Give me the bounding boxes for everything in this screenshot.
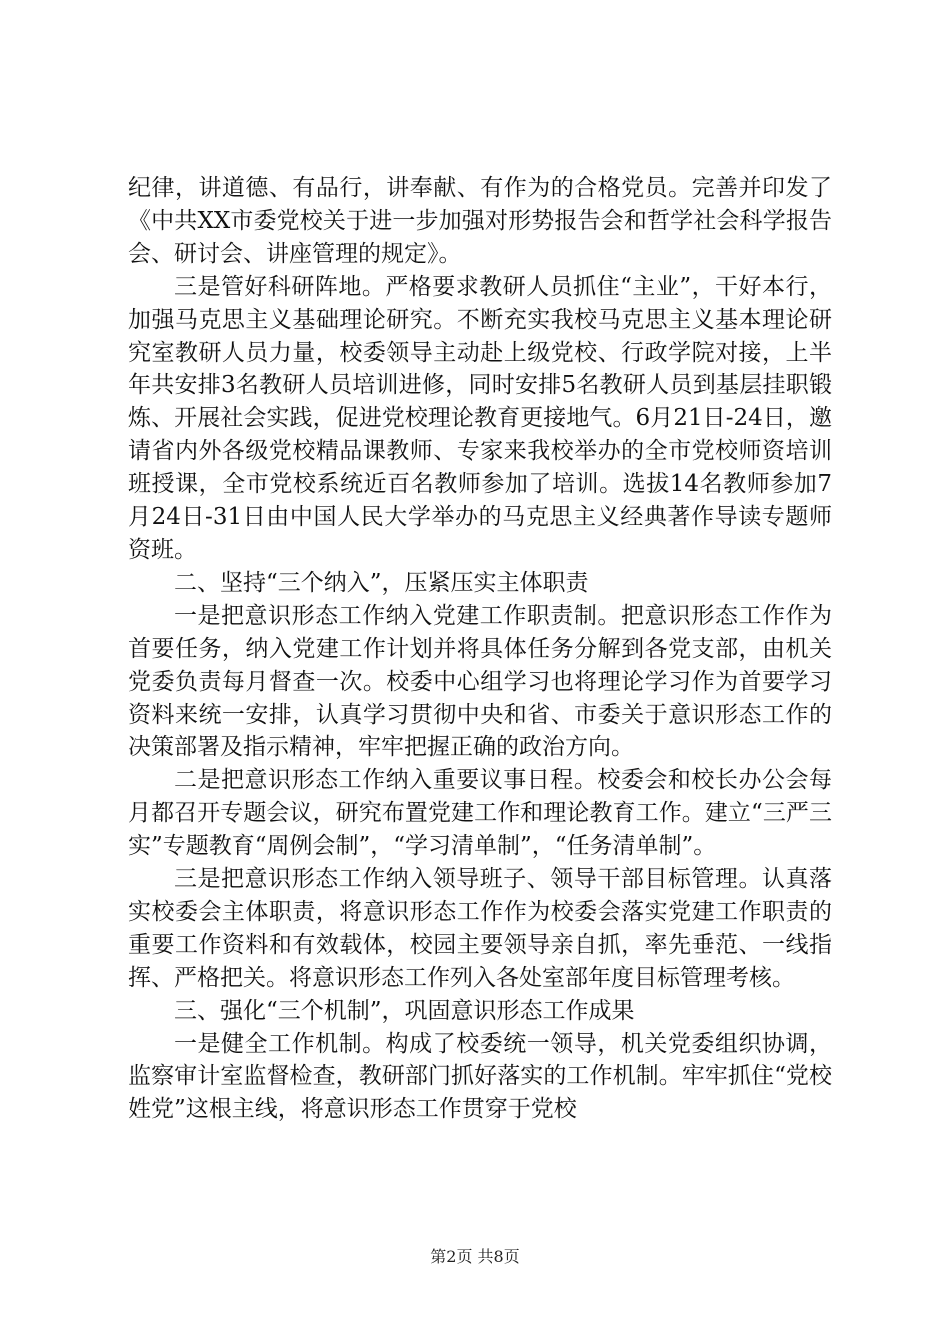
paragraph-continuation: 纪律，讲道德、有品行，讲奉献、有作为的合格党员。完善并印发了《中共XX市委党校关于进一步加强对形势报告会和哲学社会科学报告会、研讨会、讲座管理的规定》。 — [128, 175, 832, 267]
section-heading-3: 三、强化“三个机制”，巩固意识形态工作成果 — [174, 997, 635, 1024]
paragraph-research-base: 三是管好科研阵地。严格要求教研人员抓住“主业”，干好本行，加强马克思主义基础理论研究。不断充实我校马克思主义基本理论研究室教研人员力量，校委领导主动赴上级党校、行政学院对接，上半年共安排3名教研人员培训进修，同时安排5名教研人员到基层挂职锻炼、开展社会实践，促进党校理论教育更接地气。6月21日-24日，邀请省内外各级党校精品课教师、专家来我校举办的全市党校师资培训班授课，全市党校系统近百名教师参加了培训。选拔14名教师参加7月24日-31日由中国人民大学举办的马克思主义经典著作导读专题师资班。 — [128, 273, 832, 563]
paragraph-target-management: 三是把意识形态工作纳入领导班子、领导干部目标管理。认真落实校委会主体职责，将意识形态工作作为校委会落实党建工作职责的重要工作资料和有效载体，校园主要领导亲自抓，率先垂范、一线指挥、严格把关。将意识形态工作列入各处室部年度目标管理考核。 — [128, 866, 832, 991]
section-heading-2: 二、坚持“三个纳入”，压紧压实主体职责 — [174, 569, 589, 596]
document-body — [128, 172, 832, 1126]
page-number-footer: 第2页 共8页 — [430, 1247, 520, 1266]
paragraph-work-mechanism: 一是健全工作机制。构成了校委统一领导，机关党委组织协调，监察审计室监督检查，教研部门抓好落实的工作机制。牢牢抓住“党校姓党”这根主线，将意识形态工作贯穿于党校 — [128, 1030, 832, 1123]
paragraph-agenda: 二是把意识形态工作纳入重要议事日程。校委会和校长办公会每月都召开专题会议，研究布置党建工作和理论教育工作。建立“三严三实”专题教育“周例会制”，“学习清单制”，“任务清单制”。 — [128, 767, 832, 860]
paragraph-party-building: 一是把意识形态工作纳入党建工作职责制。把意识形态工作作为首要任务，纳入党建工作计划并将具体任务分解到各党支部，由机关党委负责每月督查一次。校委中心组学习也将理论学习作为首要学习资料来统一安排，认真学习贯彻中央和省、市委关于意识形态工作的决策部署及指示精神，牢牢把握正确的政治方向。 — [128, 602, 832, 761]
